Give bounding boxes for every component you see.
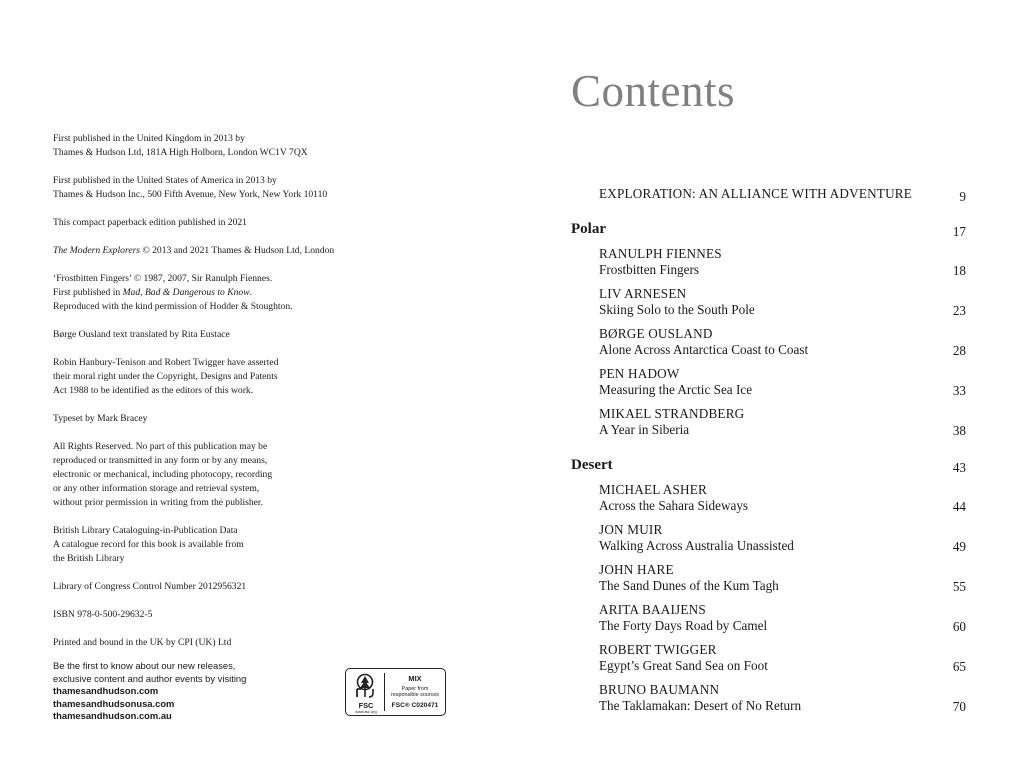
toc-entry[interactable] xyxy=(599,682,966,716)
entry-page: 18 xyxy=(952,263,966,278)
entry-title: A Year in Siberia xyxy=(599,422,690,437)
isbn: ISBN 978-0-500-29632-5 xyxy=(53,609,153,620)
entry-author: ARITA BAAIJENS xyxy=(599,602,706,617)
toc-entry[interactable] xyxy=(599,406,966,440)
loc-control-number: Library of Congress Control Number 2012956321 xyxy=(53,581,247,592)
entry-title: Measuring the Arctic Sea Ice xyxy=(599,382,753,397)
entry-title: Frostbitten Fingers xyxy=(599,262,700,277)
entry-page: 49 xyxy=(952,539,966,554)
toc-entry[interactable] xyxy=(599,366,966,400)
fsc-mix-label: MIX xyxy=(408,674,422,683)
entry-page: 33 xyxy=(952,383,966,398)
entry-page: 65 xyxy=(952,659,966,674)
rights-reserved: All Rights Reserved. No part of this publication may be reproduced or transmitted in any form or by any means, electronic or mechanical, including photocopy, recording or any other information storage and retrieval system, without prior permission in writing from the publisher. xyxy=(53,441,273,508)
promo-line: Be the first to know about our new releases, xyxy=(53,660,236,671)
entry-author: JON MUIR xyxy=(599,522,663,537)
entry-title: Across the Sahara Sideways xyxy=(599,498,749,513)
entry-title: Walking Across Australia Unassisted xyxy=(599,538,794,553)
newsletter-promo xyxy=(53,660,313,723)
entry-author: LIV ARNESEN xyxy=(599,286,687,301)
toc-entry[interactable] xyxy=(599,286,966,320)
fsc-paper-label: Paper from responsible sources xyxy=(391,686,439,698)
entry-page: 28 xyxy=(952,343,966,358)
toc-entry[interactable] xyxy=(599,642,966,676)
entry-author: ROBERT TWIGGER xyxy=(599,642,717,657)
entry-author: JOHN HARE xyxy=(599,562,674,577)
entry-author: MIKAEL STRANDBERG xyxy=(599,406,745,421)
fsc-website: www.fsc.org xyxy=(355,709,377,714)
website-link-uk[interactable]: thamesandhudson.com xyxy=(53,685,159,697)
typesetter-credit: Typeset by Mark Bracey xyxy=(53,413,148,424)
british-library-data: British Library Cataloguing-in-Publication Data A catalogue record for this book is available from the British Library xyxy=(53,525,244,564)
entry-title: Alone Across Antarctica Coast to Coast xyxy=(599,342,809,357)
section-heading-desert[interactable]: Desert xyxy=(571,457,613,473)
entry-page: 23 xyxy=(952,303,966,318)
toc-entry[interactable] xyxy=(599,522,966,556)
page-title: Contents xyxy=(571,66,736,116)
section-page-polar: 17 xyxy=(952,224,966,239)
fsc-wordmark: FSC xyxy=(358,701,374,710)
entry-title: Skiing Solo to the South Pole xyxy=(599,302,755,317)
moral-rights: Robin Hanbury-Tenison and Robert Twigger have asserted their moral right under the Copyright, Designs and Patents Act 1988 to be identified as the editors of this work. xyxy=(53,357,279,396)
entry-page: 38 xyxy=(952,423,966,438)
toc-entry[interactable] xyxy=(599,602,966,636)
fsc-logo xyxy=(345,668,446,716)
entry-page: 70 xyxy=(952,699,966,714)
publication-uk: First published in the United Kingdom in 2013 by Thames & Hudson Ltd, 181A High Holborn, London WC1V 7QX xyxy=(53,133,308,158)
toc-entry[interactable] xyxy=(599,246,966,280)
toc-entry[interactable] xyxy=(599,562,966,596)
entry-author: PEN HADOW xyxy=(599,366,680,381)
toc-intro-page: 9 xyxy=(959,189,966,204)
translator-credit: Børge Ousland text translated by Rita Eustace xyxy=(53,329,230,340)
entry-page: 44 xyxy=(952,499,966,514)
entry-page: 55 xyxy=(952,579,966,594)
entry-title: The Sand Dunes of the Kum Tagh xyxy=(599,578,779,593)
section-page-desert: 43 xyxy=(952,460,966,475)
paperback-edition: This compact paperback edition published in 2021 xyxy=(53,217,247,228)
entry-author: BRUNO BAUMANN xyxy=(599,682,720,697)
printer-credit: Printed and bound in the UK by CPI (UK) Ltd xyxy=(53,637,232,648)
fsc-license-code: FSC® C020471 xyxy=(391,702,439,709)
colophon xyxy=(53,132,353,664)
entry-author: MICHAEL ASHER xyxy=(599,482,707,497)
publication-us: First published in the United States of America in 2013 by Thames & Hudson Inc., 500 Fifth Avenue, New York, New York 10110 xyxy=(53,175,328,200)
toc-entry[interactable] xyxy=(599,482,966,516)
entry-author: RANULPH FIENNES xyxy=(599,246,722,261)
promo-line: exclusive content and author events by visiting xyxy=(53,672,247,684)
section-heading-polar[interactable]: Polar xyxy=(571,221,606,237)
toc-entry[interactable] xyxy=(599,326,966,360)
entry-author: BØRGE OUSLAND xyxy=(599,326,713,341)
toc-intro-title[interactable]: EXPLORATION: AN ALLIANCE WITH ADVENTURE xyxy=(599,186,913,201)
website-link-au[interactable]: thamesandhudson.com.au xyxy=(53,710,172,722)
entry-page: 60 xyxy=(952,619,966,634)
entry-title: The Forty Days Road by Camel xyxy=(599,618,768,633)
entry-title: The Taklamakan: Desert of No Return xyxy=(599,698,802,713)
copyright-line: The Modern Explorers © 2013 and 2021 Thames & Hudson Ltd, London xyxy=(53,245,335,256)
frostbitten-credit: ‘Frostbitten Fingers’ © 1987, 2007, Sir Ranulph Fiennes. First published in Mad, Bad & Dangerous to Know. Reproduced with the kind permission of Hodder & Stoughton. xyxy=(53,273,293,312)
fsc-divider xyxy=(384,673,385,711)
fsc-tree-icon xyxy=(351,673,379,701)
entry-title: Egypt’s Great Sand Sea on Foot xyxy=(599,658,768,673)
website-link-us[interactable]: thamesandhudsonusa.com xyxy=(53,697,175,709)
